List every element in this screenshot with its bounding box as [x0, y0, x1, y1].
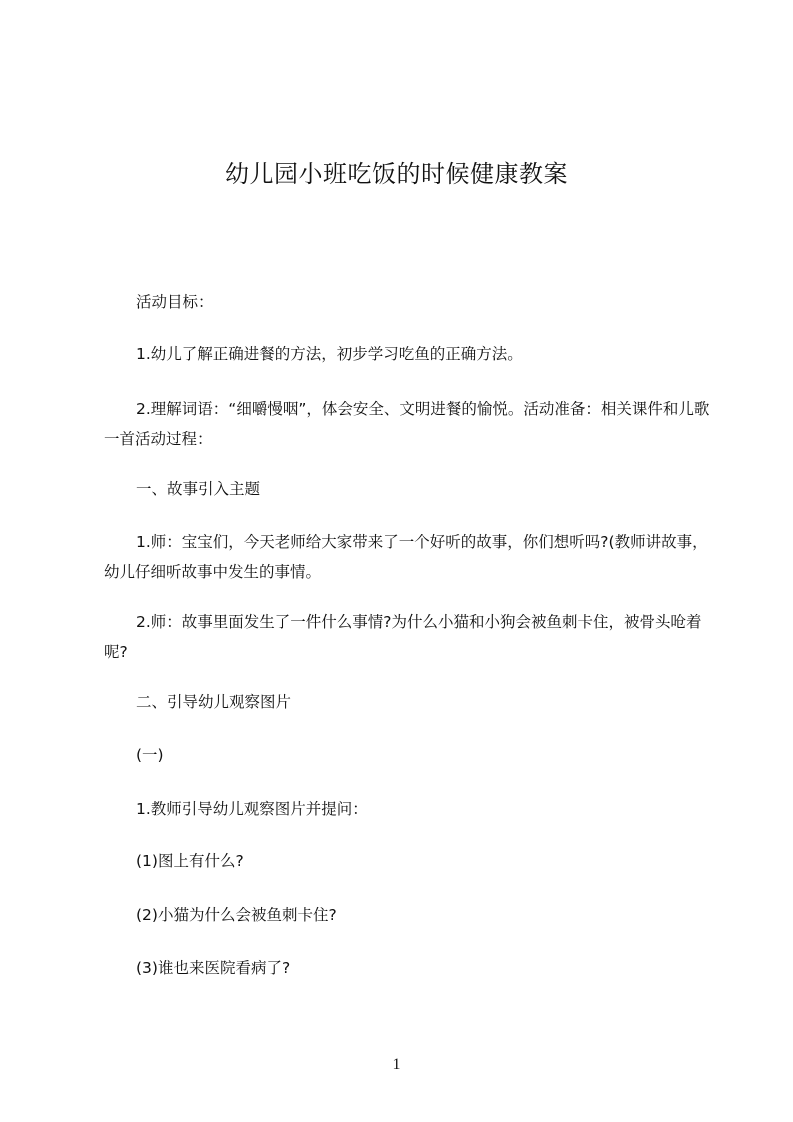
document-title: 幼儿园小班吃饭的时候健康教案	[225, 160, 568, 189]
question-item-2: (2)小猫为什么会被鱼刺卡住?	[136, 906, 337, 924]
question-item-3: (3)谁也来医院看病了?	[136, 959, 291, 977]
subsection-heading-one: (一)	[136, 746, 164, 764]
paragraph-story-step-1: 1.师：宝宝们，今天老师给大家带来了一个好听的故事，你们想听吗?(教师讲故事，幼儿仔细听故事中发生的事情。	[104, 533, 708, 581]
paragraph-story-step-2: 2.师：故事里面发生了一件什么事情?为什么小猫和小狗会被鱼刺卡住，被骨头呛着呢?	[104, 613, 702, 661]
paragraph-goal-2-and-preparation: 2.理解词语：“细嚼慢咽”，体会安全、文明进餐的愉悦。活动准备：相关课件和儿歌一首活动过程：	[104, 400, 710, 448]
section-heading-observe-pictures: 二、引导幼儿观察图片	[136, 693, 292, 711]
section-heading-story-intro: 一、故事引入主题	[136, 480, 261, 498]
paragraph-goal-1: 1.幼儿了解正确进餐的方法，初步学习吃鱼的正确方法。	[136, 345, 523, 363]
question-item-1: (1)图上有什么?	[136, 852, 244, 870]
paragraph-teacher-guides: 1.教师引导幼儿观察图片并提问：	[136, 800, 368, 818]
paragraph-activity-goals: 活动目标：	[136, 293, 214, 311]
page-number: 1	[392, 1056, 401, 1073]
